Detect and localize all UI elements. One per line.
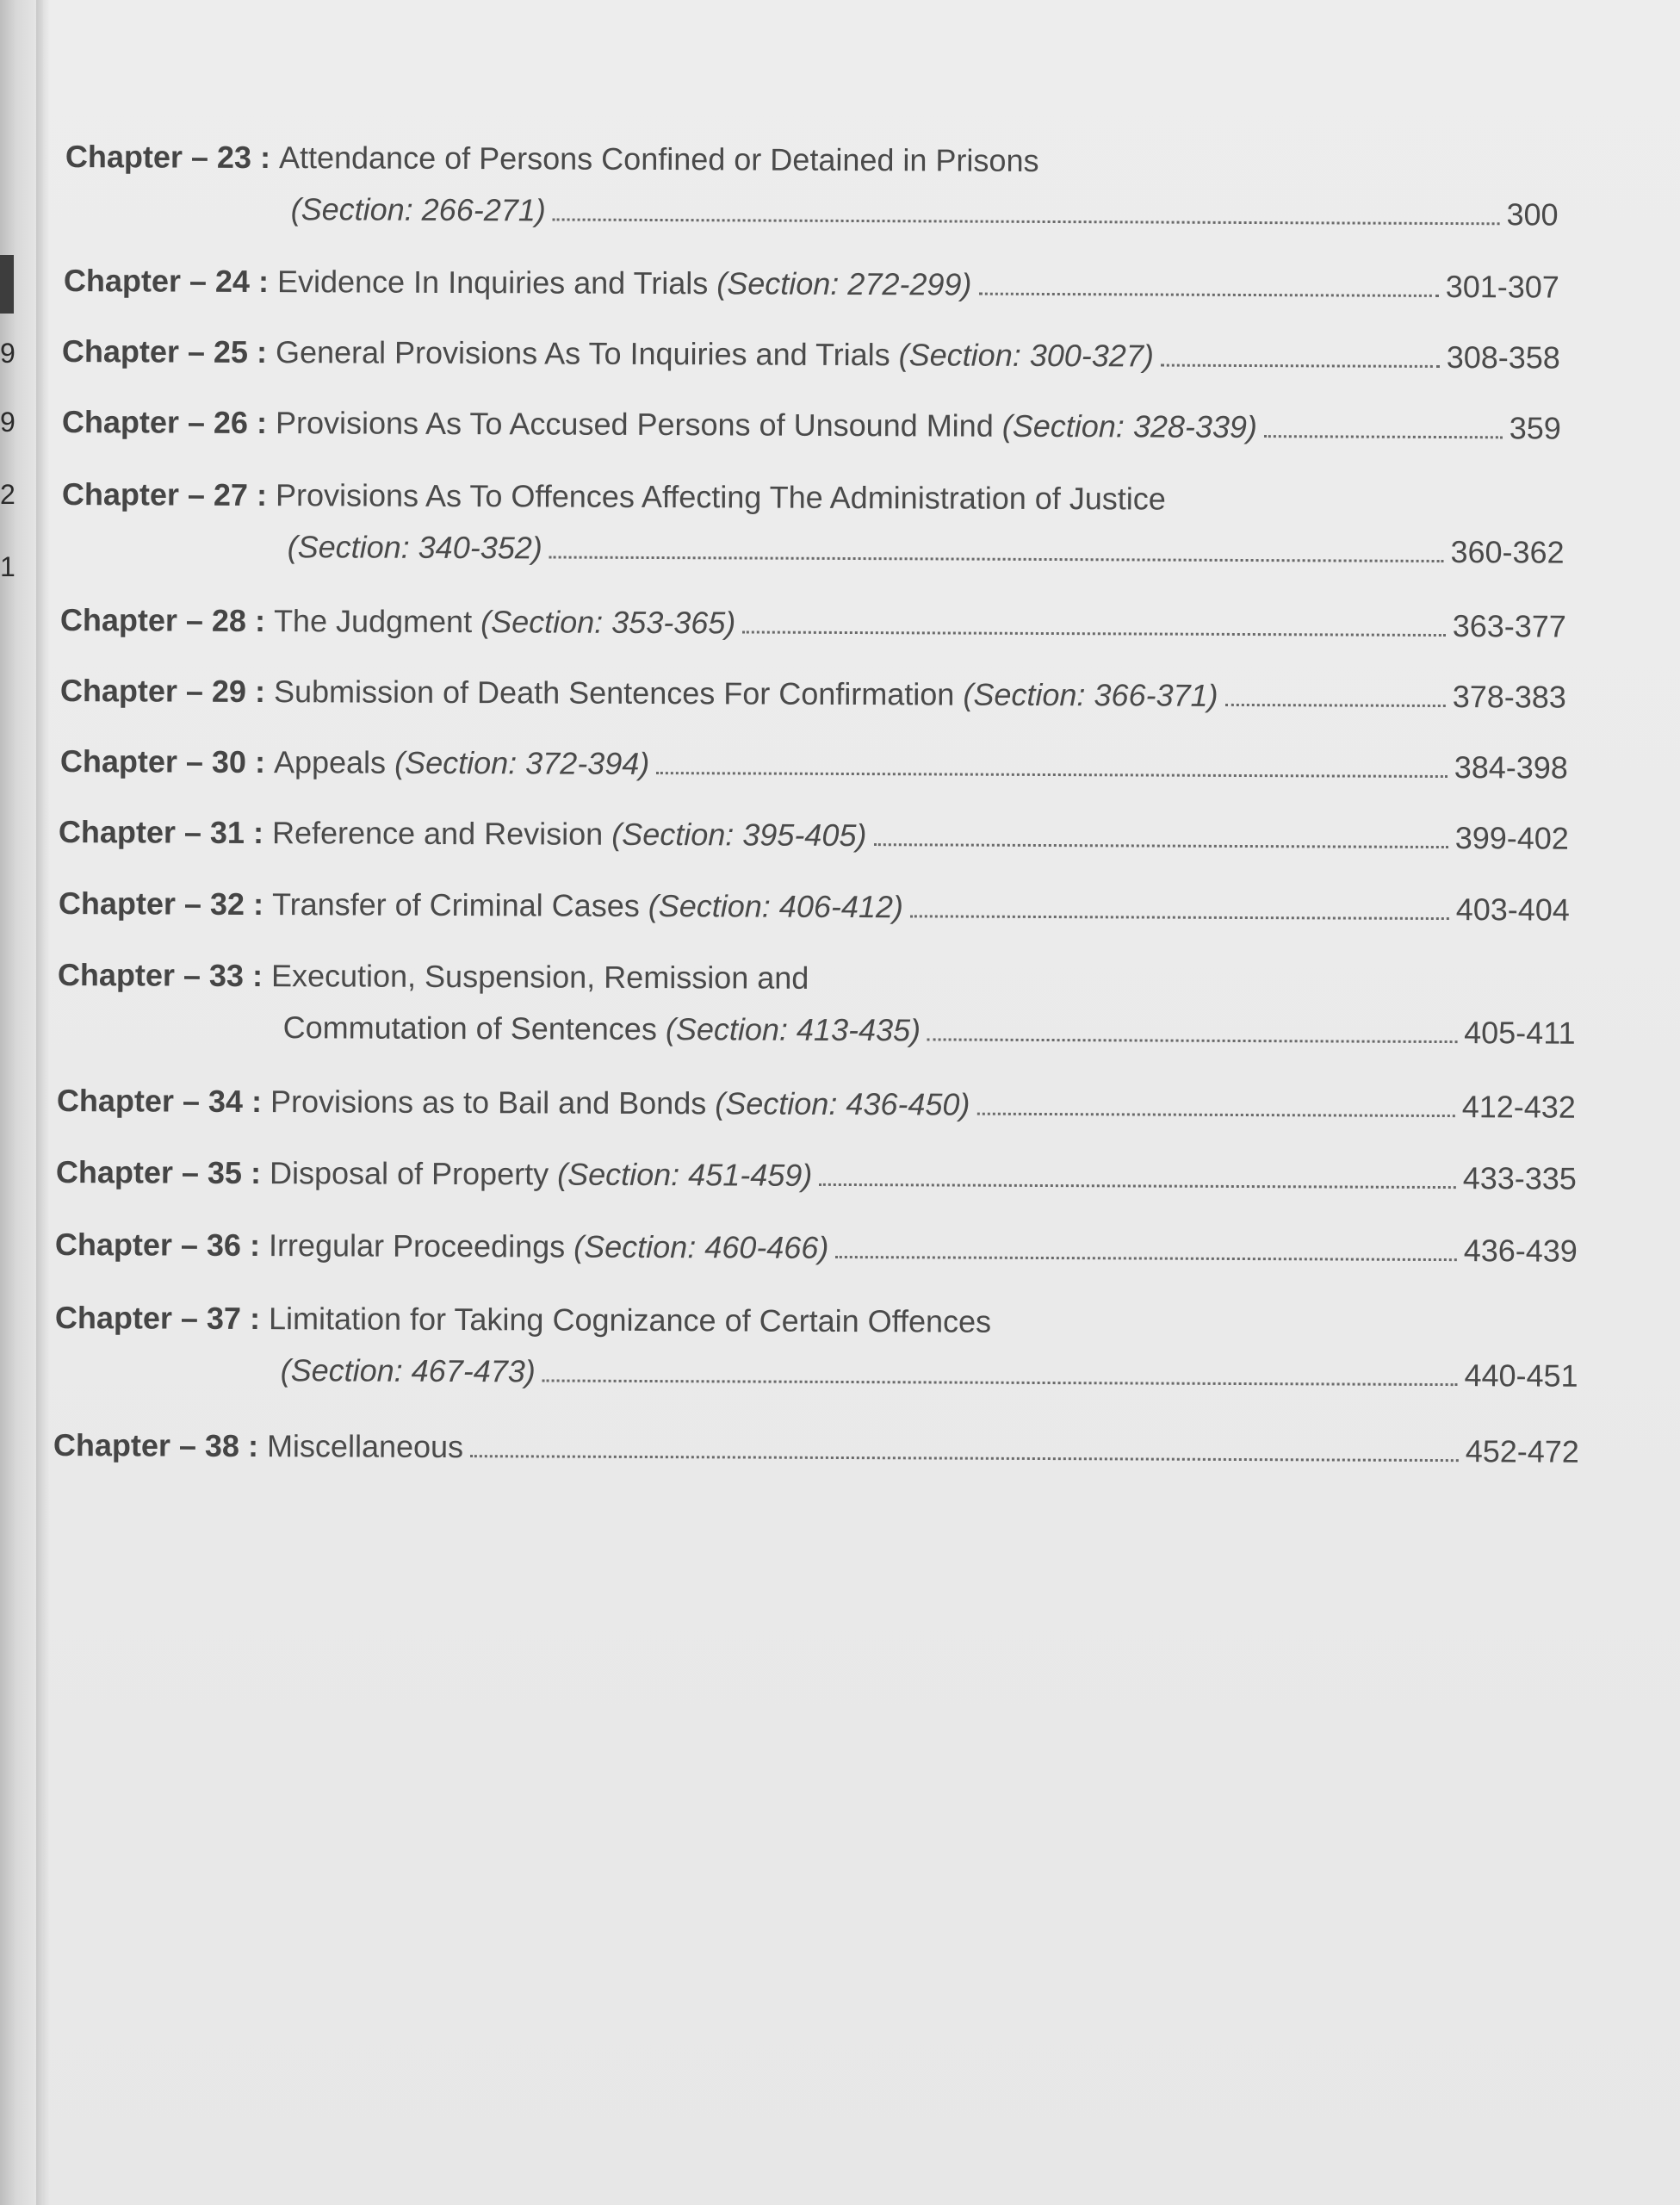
- chapter-title: Irregular Proceedings: [268, 1227, 566, 1264]
- toc-entry[interactable]: [55, 1226, 1578, 1284]
- page-number: 301-307: [1445, 269, 1559, 305]
- section-range: (Section: 366-371): [963, 676, 1218, 713]
- page-number: 363-377: [1452, 608, 1566, 644]
- dot-leader: [742, 630, 1445, 637]
- chapter-title: The Judgment: [273, 603, 473, 640]
- dot-leader: [1161, 364, 1440, 368]
- section-range: (Section: 395-405): [611, 816, 867, 854]
- chapter-title: Appeals: [273, 744, 387, 780]
- toc-entry[interactable]: [54, 1299, 1578, 1409]
- page-number: 452-472: [1465, 1433, 1579, 1469]
- toc-entry[interactable]: [57, 1082, 1576, 1140]
- toc-entry[interactable]: [59, 813, 1569, 872]
- dot-leader: [976, 1113, 1454, 1117]
- section-range: (Section: 406-412): [648, 887, 904, 925]
- chapter-number: Chapter – 29 :: [59, 673, 266, 710]
- page-number: 378-383: [1452, 679, 1566, 715]
- section-range: (Section: 266-271): [290, 191, 546, 228]
- chapter-title: Disposal of Property: [269, 1155, 549, 1192]
- page-number: 360-362: [1450, 534, 1565, 570]
- chapter-number: Chapter – 35 :: [55, 1154, 262, 1191]
- chapter-number: Chapter – 23 :: [65, 138, 271, 176]
- toc-entry[interactable]: [61, 475, 1565, 586]
- page-number: 440-451: [1464, 1357, 1578, 1394]
- section-range: (Section: 372-394): [394, 744, 650, 781]
- section-range: (Section: 460-466): [573, 1228, 829, 1265]
- page-number: 399-402: [1454, 820, 1569, 856]
- edge-character: 1: [0, 551, 15, 582]
- dot-leader: [656, 772, 1447, 778]
- section-range: (Section: 413-435): [665, 1011, 921, 1048]
- page-number: 300: [1506, 196, 1559, 233]
- dot-leader: [835, 1256, 1456, 1261]
- section-range: (Section: 300-327): [898, 337, 1154, 374]
- toc-entry[interactable]: [56, 1153, 1577, 1212]
- chapter-number: Chapter – 27 :: [61, 476, 268, 513]
- edge-character: 2: [0, 479, 15, 510]
- dot-leader: [873, 843, 1448, 848]
- page-number: 405-411: [1464, 1015, 1576, 1051]
- section-range: (Section: 353-365): [480, 604, 736, 641]
- page-number: 433-335: [1462, 1160, 1577, 1196]
- section-range: (Section: 328-339): [1001, 407, 1258, 445]
- page-number: 403-404: [1455, 891, 1570, 928]
- chapter-title: Reference and Revision: [271, 815, 604, 852]
- toc-entry[interactable]: [53, 1426, 1579, 1485]
- dot-leader: [542, 1379, 1458, 1386]
- toc-entry[interactable]: [60, 601, 1566, 660]
- toc-entry[interactable]: [60, 742, 1568, 801]
- edge-character: 9: [0, 407, 15, 438]
- chapter-title: General Provisions As To Inquiries and Trials: [275, 334, 890, 373]
- chapter-number: Chapter – 25 :: [61, 333, 268, 370]
- chapter-number: Chapter – 37 :: [54, 1300, 261, 1337]
- chapter-title: Provisions as to Bail and Bonds: [270, 1084, 707, 1121]
- dot-leader: [978, 293, 1438, 297]
- toc-entry[interactable]: [65, 138, 1559, 248]
- chapter-number: Chapter – 31 :: [58, 814, 264, 851]
- chapter-number: Chapter – 26 :: [61, 404, 268, 441]
- dot-leader: [927, 1038, 1457, 1043]
- dot-leader: [549, 556, 1444, 562]
- chapter-number: Chapter – 30 :: [59, 743, 266, 780]
- dot-leader: [819, 1183, 1455, 1189]
- section-range: (Section: 467-473): [280, 1352, 536, 1389]
- chapter-title: Submission of Death Sentences For Confirmation: [273, 674, 955, 712]
- dot-leader: [1225, 704, 1446, 707]
- section-range: (Section: 272-299): [716, 265, 972, 302]
- toc-entry[interactable]: [64, 262, 1559, 320]
- edge-character: 9: [0, 338, 15, 369]
- chapter-number: Chapter – 24 :: [63, 263, 270, 300]
- dot-leader: [470, 1455, 1459, 1462]
- page-number: 436-439: [1463, 1233, 1578, 1269]
- chapter-number: Chapter – 33 :: [57, 957, 263, 994]
- chapter-number: Chapter – 28 :: [59, 602, 266, 639]
- dot-leader: [910, 915, 1449, 920]
- toc-entry[interactable]: [60, 672, 1566, 730]
- page-number: 308-358: [1446, 339, 1560, 376]
- toc-entry[interactable]: [57, 956, 1576, 1066]
- chapter-number: Chapter – 36 :: [54, 1227, 261, 1264]
- page-number: 384-398: [1454, 749, 1568, 786]
- section-range: (Section: 451-459): [557, 1156, 813, 1193]
- chapter-title: Provisions As To Accused Persons of Unsound Mind: [275, 405, 994, 444]
- toc-entry[interactable]: [62, 403, 1561, 462]
- page-number: 359: [1509, 410, 1561, 446]
- section-range: (Section: 340-352): [287, 529, 542, 566]
- chapter-title: Provisions As To Offences Affecting The Administration of Justice: [275, 477, 1166, 517]
- chapter-title-continued: Commutation of Sentences: [282, 1009, 657, 1047]
- toc-entry[interactable]: [59, 885, 1570, 943]
- dot-leader: [553, 218, 1500, 225]
- chapter-title: Limitation for Taking Cognizance of Certain Offences: [268, 1301, 992, 1339]
- chapter-title: Evidence In Inquiries and Trials: [276, 264, 709, 301]
- chapter-title: Attendance of Persons Confined or Detained in Prisons: [278, 140, 1039, 178]
- chapter-title: Transfer of Criminal Cases: [271, 886, 640, 923]
- dot-leader: [1264, 435, 1503, 438]
- section-range: (Section: 436-450): [715, 1085, 970, 1122]
- toc-entry[interactable]: [62, 332, 1560, 391]
- chapter-number: Chapter – 38 :: [53, 1427, 259, 1464]
- chapter-number: Chapter – 34 :: [56, 1083, 263, 1120]
- page-number: 412-432: [1461, 1089, 1576, 1125]
- chapter-title: Miscellaneous: [266, 1428, 464, 1465]
- chapter-title: Execution, Suspension, Remission and: [270, 958, 809, 996]
- chapter-number: Chapter – 32 :: [58, 885, 264, 922]
